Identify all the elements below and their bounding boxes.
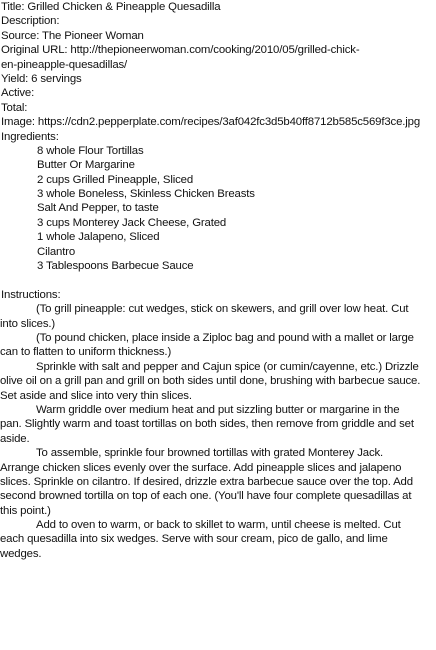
ingredient-item: 3 Tablespoons Barbecue Sauce <box>37 260 194 273</box>
total-line: Total: <box>1 101 28 114</box>
instruction-line: second browned tortilla on top of each one. (You'll have four complete quesadillas at <box>0 490 412 503</box>
instruction-line: Arrange chicken slices evenly over the surface. Add pineapple slices and jalapeno <box>0 461 402 474</box>
original-url-line-continued: en-pineapple-quesadillas/ <box>1 58 128 71</box>
instruction-step <box>0 403 436 446</box>
ingredients-list <box>0 144 436 274</box>
blank-line <box>0 273 436 287</box>
instruction-step <box>0 518 436 561</box>
ingredient-item: Salt And Pepper, to taste <box>37 202 159 215</box>
ingredient-item: 3 cups Monterey Jack Cheese, Grated <box>37 216 227 229</box>
ingredient-item: 1 whole Jalapeno, Sliced <box>37 231 160 244</box>
ingredient-item: 3 whole Boneless, Skinless Chicken Breasts <box>37 188 255 201</box>
instruction-line: Add to oven to warm, or back to skillet to warm, until cheese is melted. Cut <box>36 519 401 532</box>
instruction-line: can to flatten to uniform thickness.) <box>0 346 172 359</box>
instruction-line: (To pound chicken, place inside a Ziploc bag and pound with a mallet or large <box>36 331 414 344</box>
instruction-line: olive oil on a grill pan and grill on both sides until done, brushing with barbecue sauce. <box>0 375 421 388</box>
ingredient-item: 2 cups Grilled Pineapple, Sliced <box>37 173 194 186</box>
instruction-line: each quesadilla into six wedges. Serve with sour cream, pico de gallo, and lime <box>0 533 388 546</box>
instruction-step <box>0 360 436 403</box>
instruction-line: into slices.) <box>0 317 56 330</box>
instruction-line: Warm griddle over medium heat and put sizzling butter or margarine in the <box>36 403 400 416</box>
title-line: Title: Grilled Chicken & Pineapple Quesadilla <box>1 1 221 13</box>
ingredient-item: Cilantro <box>37 245 76 258</box>
instruction-line: aside. <box>0 432 30 445</box>
instruction-step <box>0 302 436 331</box>
source-line: Source: The Pioneer Woman <box>1 29 144 42</box>
ingredient-item: Butter Or Margarine <box>37 159 135 172</box>
instruction-step <box>0 331 436 360</box>
instructions-heading: Instructions: <box>1 288 61 301</box>
description-line: Description: <box>1 15 60 28</box>
instruction-line: this point.) <box>0 504 51 517</box>
instruction-line: pan. Slightly warm and toast tortillas on both sides, then remove from griddle and set <box>0 418 414 431</box>
image-line: Image: https://cdn2.pepperplate.com/recipes/3af042fc3d5b40ff8712b585c569f3ce.jpg <box>1 116 421 129</box>
instructions-list <box>0 302 436 561</box>
yield-line: Yield: 6 servings <box>1 72 82 85</box>
instruction-line: To assemble, sprinkle four browned tortillas with grated Monterey Jack. <box>36 447 384 460</box>
instruction-step <box>0 446 436 518</box>
instruction-line: Set aside and slice into very thin slices. <box>0 389 192 402</box>
instruction-line: slices. Sprinkle on cilantro. If desired, drizzle extra barbecue sauce over the top. Add <box>0 475 413 488</box>
active-line: Active: <box>1 87 35 100</box>
instruction-line: (To grill pineapple: cut wedges, stick on skewers, and grill over low heat. Cut <box>36 303 409 316</box>
instruction-line: wedges. <box>0 547 42 560</box>
ingredients-heading: Ingredients: <box>1 130 59 143</box>
ingredient-item: 8 whole Flour Tortillas <box>37 144 144 157</box>
original-url-line: Original URL: http://thepioneerwoman.com/cooking/2010/05/grilled-chick- <box>1 44 360 57</box>
instruction-line: Sprinkle with salt and pepper and Cajun spice (or cumin/cayenne, etc.) Drizzle <box>36 360 419 373</box>
